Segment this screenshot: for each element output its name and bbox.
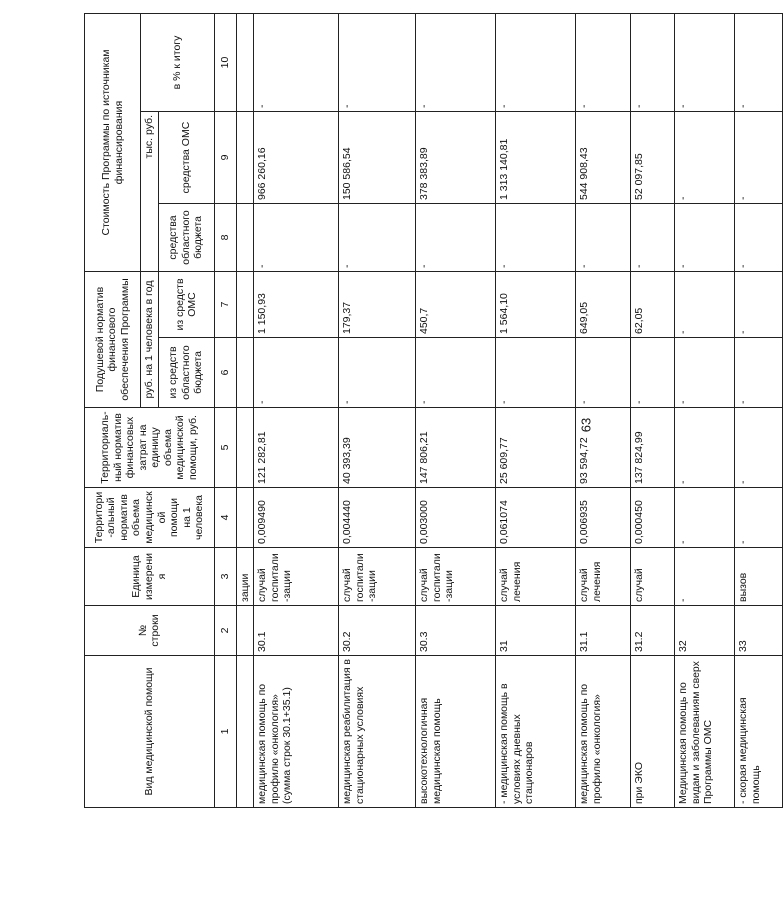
row-kind: - медицинская помощь в условиях дневных стационаров bbox=[496, 656, 576, 808]
row-cost-pct: - bbox=[675, 13, 735, 111]
empty-cell bbox=[236, 204, 254, 272]
header-unit: Единица измерения bbox=[85, 548, 215, 606]
data-rows bbox=[254, 13, 783, 807]
row-pc-oms: 649,05 bbox=[576, 272, 631, 338]
header-per-capita-oms: из средств ОМС bbox=[158, 272, 214, 338]
row-cost-norm: - bbox=[735, 408, 783, 488]
continuation-row bbox=[236, 13, 254, 807]
row-pc-oms: 62,05 bbox=[631, 272, 675, 338]
empty-cell bbox=[236, 606, 254, 656]
row-pc-oms: 1 564,10 bbox=[496, 272, 576, 338]
row-cost-norm: 93 594,72 bbox=[576, 408, 631, 488]
row-cost-pct: - bbox=[496, 13, 576, 111]
table-row bbox=[735, 13, 783, 807]
row-cost-pct: - bbox=[735, 13, 783, 111]
header-cost-norm: Территориаль-ный норматив финансовых затрат на единицу объема медицинской помощи, руб. bbox=[85, 408, 215, 488]
row-kind: высокотехнологичная медицинская помощь bbox=[416, 656, 496, 808]
col-number: 1 bbox=[214, 656, 236, 808]
header-volume-norm: Территори-альный норматив объема медицинской помощи на 1 человека bbox=[85, 488, 215, 548]
row-unit: случай лечения bbox=[496, 548, 576, 606]
row-volume-norm: 0,006935 bbox=[576, 488, 631, 548]
row-number: 30.3 bbox=[416, 606, 496, 656]
table-row bbox=[254, 13, 339, 807]
row-volume-norm: 0,000450 bbox=[631, 488, 675, 548]
column-number-row bbox=[214, 13, 236, 807]
table-row bbox=[631, 13, 675, 807]
row-cost-pct: - bbox=[576, 13, 631, 111]
row-pc-budget: - bbox=[675, 338, 735, 408]
row-pc-budget: - bbox=[339, 338, 416, 408]
empty-cell bbox=[236, 13, 254, 111]
row-unit: - bbox=[675, 548, 735, 606]
row-pc-budget: - bbox=[496, 338, 576, 408]
header-row-no: № строки bbox=[85, 606, 215, 656]
table-row bbox=[416, 13, 496, 807]
empty-cell bbox=[236, 272, 254, 338]
row-kind: Медицинская помощь по видам и заболеваниям сверх Программы ОМС bbox=[675, 656, 735, 808]
row-cost-oms: 52 097,85 bbox=[631, 112, 675, 204]
row-number: 33 bbox=[735, 606, 783, 656]
row-number: 31.2 bbox=[631, 606, 675, 656]
row-pc-oms: 1 150,93 bbox=[254, 272, 339, 338]
row-pc-oms: 179,37 bbox=[339, 272, 416, 338]
row-unit: вызов bbox=[735, 548, 783, 606]
col-number: 10 bbox=[214, 13, 236, 111]
continuation-unit: зации bbox=[236, 548, 254, 606]
row-number: 31 bbox=[496, 606, 576, 656]
row-cost-oms: 544 908,43 bbox=[576, 112, 631, 204]
row-number: 30.1 bbox=[254, 606, 339, 656]
page-number: 63 bbox=[578, 417, 594, 433]
table-row bbox=[576, 13, 631, 807]
row-cost-budget: - bbox=[339, 204, 416, 272]
table-row bbox=[496, 13, 576, 807]
header-row-1 bbox=[85, 13, 141, 807]
header-cost-sub: тыс. руб. bbox=[141, 112, 159, 272]
empty-cell bbox=[236, 408, 254, 488]
row-cost-budget: - bbox=[735, 204, 783, 272]
row-pc-oms: - bbox=[735, 272, 783, 338]
col-number: 5 bbox=[214, 408, 236, 488]
row-cost-norm: - bbox=[675, 408, 735, 488]
row-cost-budget: - bbox=[631, 204, 675, 272]
row-pc-budget: - bbox=[416, 338, 496, 408]
header-per-capita-budget: из средств областного бюджета bbox=[158, 338, 214, 408]
row-volume-norm: 0,004440 bbox=[339, 488, 416, 548]
row-number: 32 bbox=[675, 606, 735, 656]
row-pc-oms: - bbox=[675, 272, 735, 338]
row-cost-norm: 147 806,21 bbox=[416, 408, 496, 488]
row-unit: случай госпитали-зации bbox=[416, 548, 496, 606]
row-unit: случай лечения bbox=[576, 548, 631, 606]
col-number: 4 bbox=[214, 488, 236, 548]
row-volume-norm: - bbox=[735, 488, 783, 548]
row-kind: при ЭКО bbox=[631, 656, 675, 808]
row-unit: случай госпитали-зации bbox=[339, 548, 416, 606]
row-cost-norm: 40 393,39 bbox=[339, 408, 416, 488]
row-number: 31.1 bbox=[576, 606, 631, 656]
row-cost-norm: 137 824,99 bbox=[631, 408, 675, 488]
col-number: 2 bbox=[214, 606, 236, 656]
row-cost-oms: 966 260,16 bbox=[254, 112, 339, 204]
row-cost-oms: - bbox=[675, 112, 735, 204]
header-cost-oms: средства ОМС bbox=[158, 112, 214, 204]
col-number: 9 bbox=[214, 112, 236, 204]
header-cost: Стоимость Программы по источникам финансирования bbox=[85, 13, 141, 271]
table-row bbox=[675, 13, 735, 807]
row-cost-norm: 121 282,81 bbox=[254, 408, 339, 488]
row-cost-budget: - bbox=[496, 204, 576, 272]
row-cost-budget: - bbox=[675, 204, 735, 272]
row-volume-norm: 0,009490 bbox=[254, 488, 339, 548]
header-per-capita: Подушевой норматив финансового обеспечения Программы bbox=[85, 272, 141, 408]
row-kind: медицинская реабилитация в стационарных условиях bbox=[339, 656, 416, 808]
row-cost-pct: - bbox=[416, 13, 496, 111]
empty-cell bbox=[236, 488, 254, 548]
row-cost-budget: - bbox=[416, 204, 496, 272]
row-unit: случай bbox=[631, 548, 675, 606]
row-volume-norm: - bbox=[675, 488, 735, 548]
row-cost-budget: - bbox=[576, 204, 631, 272]
header-kind: Вид медицинской помощи bbox=[85, 656, 215, 808]
row-volume-norm: 0,061074 bbox=[496, 488, 576, 548]
row-cost-oms: 378 383,89 bbox=[416, 112, 496, 204]
row-cost-pct: - bbox=[254, 13, 339, 111]
row-cost-oms: 1 313 140,81 bbox=[496, 112, 576, 204]
row-kind: медицинская помощь по профилю «онкология» bbox=[576, 656, 631, 808]
row-cost-oms: - bbox=[735, 112, 783, 204]
row-cost-norm: 25 609,77 bbox=[496, 408, 576, 488]
row-cost-budget: - bbox=[254, 204, 339, 272]
row-pc-budget: - bbox=[631, 338, 675, 408]
row-cost-pct: - bbox=[631, 13, 675, 111]
program-cost-table bbox=[84, 13, 783, 808]
row-pc-oms: 450,7 bbox=[416, 272, 496, 338]
row-pc-budget: - bbox=[735, 338, 783, 408]
col-number: 6 bbox=[214, 338, 236, 408]
empty-cell bbox=[236, 338, 254, 408]
header-cost-pct: в % к итогу bbox=[141, 13, 215, 111]
row-volume-norm: 0,003000 bbox=[416, 488, 496, 548]
row-kind: медицинская помощь по профилю «онкология» (сумма строк 30.1+35.1) bbox=[254, 656, 339, 808]
row-cost-pct: - bbox=[339, 13, 416, 111]
col-number: 8 bbox=[214, 204, 236, 272]
empty-cell bbox=[236, 656, 254, 808]
row-number: 30.2 bbox=[339, 606, 416, 656]
col-number: 7 bbox=[214, 272, 236, 338]
header-cost-budget: средства областного бюджета bbox=[158, 204, 214, 272]
table-row bbox=[339, 13, 416, 807]
row-unit: случай госпитали-зации bbox=[254, 548, 339, 606]
row-pc-budget: - bbox=[254, 338, 339, 408]
empty-cell bbox=[236, 112, 254, 204]
col-number: 3 bbox=[214, 548, 236, 606]
row-kind: - скорая медицинская помощь bbox=[735, 656, 783, 808]
header-per-capita-sub: руб. на 1 человека в год bbox=[141, 272, 159, 408]
row-cost-oms: 150 586,54 bbox=[339, 112, 416, 204]
row-pc-budget: - bbox=[576, 338, 631, 408]
